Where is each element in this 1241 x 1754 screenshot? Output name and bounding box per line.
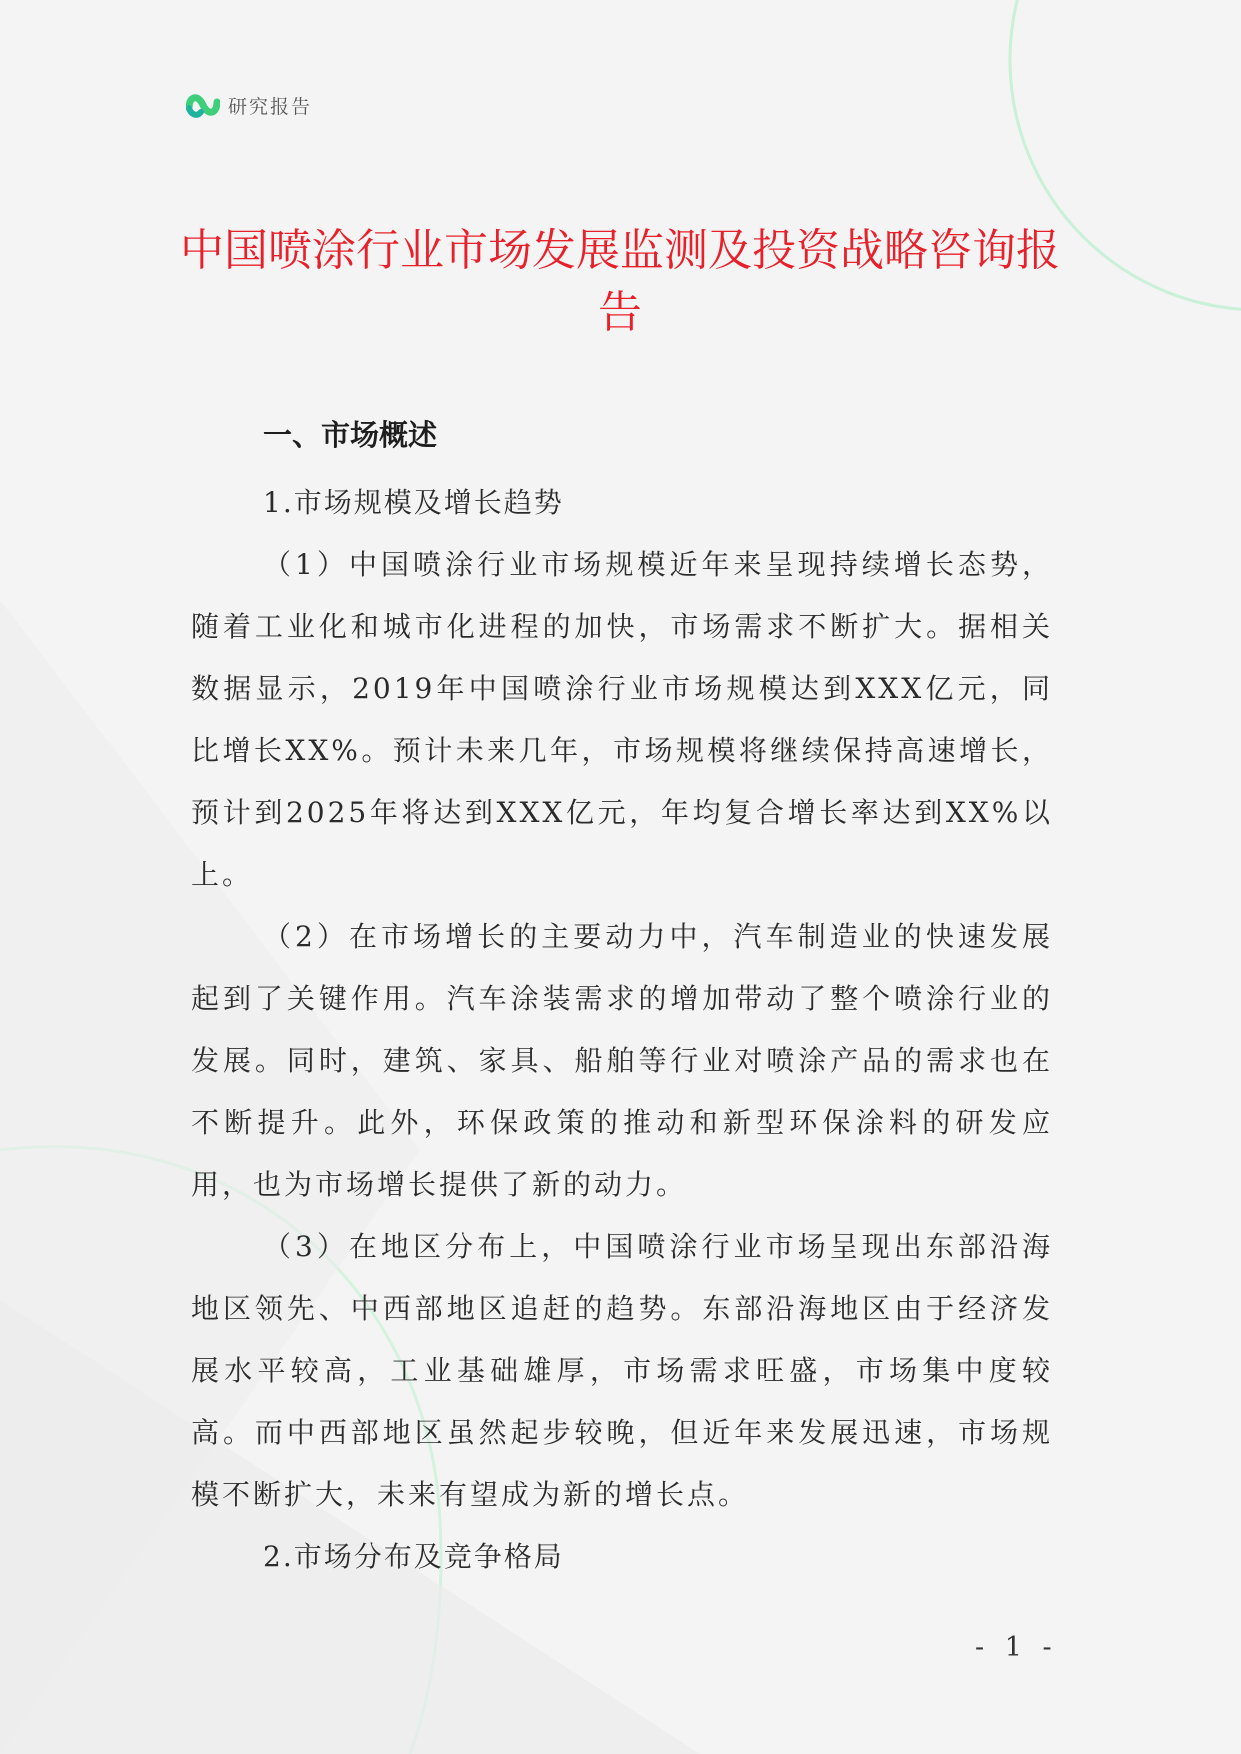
paragraph: （2）在市场增长的主要动力中，汽车制造业的快速发展起到了关键作用。汽车涂装需求的增加带动了整个喷涂行业的发展。同时，建筑、家具、船舶等行业对喷涂产品的需求也在不断提升。此外，环保政策的推动和新型环保涂料的研发应用，也为市场增长提供了新的动力。 bbox=[191, 920, 1053, 1201]
section-heading: 一、市场概述 bbox=[263, 418, 438, 452]
page-title: 中国喷涂行业市场发展监测及投资战略咨询报告 bbox=[180, 225, 1060, 338]
brand-logo-icon bbox=[186, 88, 220, 122]
page-number: - 1 - bbox=[975, 1632, 1058, 1663]
subsection-heading: 2.市场分布及竞争格局 bbox=[263, 1540, 564, 1573]
document-body bbox=[191, 410, 1053, 1588]
paragraph: （3）在地区分布上，中国喷涂行业市场呈现出东部沿海地区领先、中西部地区追赶的趋势。东部沿海地区由于经济发展水平较高，工业基础雄厚，市场需求旺盛，市场集中度较高。而中西部地区虽然起步较晚，但近年来发展迅速，市场规模不断扩大，未来有望成为新的增长点。 bbox=[191, 1230, 1053, 1511]
header-label: 研究报告 bbox=[228, 95, 313, 118]
subsection-heading: 1.市场规模及增长趋势 bbox=[263, 486, 564, 519]
paragraph: （1）中国喷涂行业市场规模近年来呈现持续增长态势，随着工业化和城市化进程的加快，市场需求不断扩大。据相关数据显示，2019年中国喷涂行业市场规模达到XXX亿元，同比增长XX%。预计未来几年，市场规模将继续保持高速增长，预计到2025年将达到XXX亿元，年均复合增长率达到XX%以上。 bbox=[191, 548, 1053, 891]
report-header bbox=[186, 88, 312, 122]
